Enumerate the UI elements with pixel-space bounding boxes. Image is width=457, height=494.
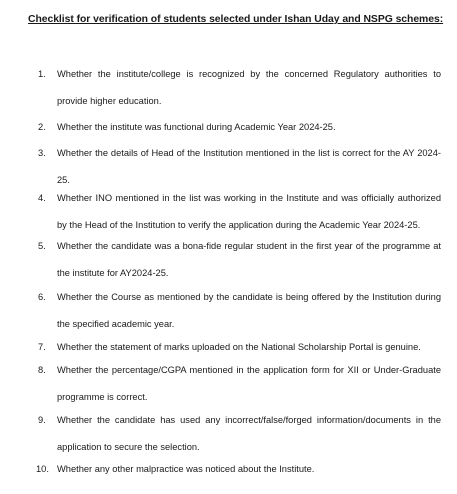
item-number: 8. xyxy=(38,365,46,375)
item-text: Whether the details of Head of the Institution mentioned in the list is correct for the AY 2024-25. xyxy=(57,148,441,185)
item-text: Whether the statement of marks uploaded on the National Scholarship Portal is genuine. xyxy=(57,342,421,352)
item-number: 2. xyxy=(38,122,46,132)
item-text: Whether any other malpractice was noticed about the Institute. xyxy=(57,464,315,474)
item-text: Whether INO mentioned in the list was working in the Institute and was officially authorized by the Head of the Institution to verify the application during the Academic Year 2024-25. xyxy=(57,193,441,230)
list-item xyxy=(38,114,441,141)
item-text: Whether the Course as mentioned by the candidate is being offered by the Institution during the specified academic year. xyxy=(57,292,441,329)
item-text: Whether the institute was functional during Academic Year 2024-25. xyxy=(57,122,336,132)
page-title: Checklist for verification of students selected under Ishan Uday and NSPG schemes: xyxy=(28,14,444,25)
item-number: 1. xyxy=(38,69,46,79)
item-text: Whether the candidate was a bona-fide regular student in the first year of the programme at the institute for AY2024-25. xyxy=(57,241,441,278)
item-number: 9. xyxy=(38,415,46,425)
list-item xyxy=(38,61,441,114)
item-number: 5. xyxy=(38,241,46,251)
list-item xyxy=(38,233,441,286)
item-number: 7. xyxy=(38,342,46,352)
item-text: Whether the candidate has used any incorrect/false/forged information/documents in the application to secure the selection. xyxy=(57,415,441,452)
item-number: 3. xyxy=(38,148,46,158)
list-item xyxy=(38,456,441,483)
item-number: 6. xyxy=(38,292,46,302)
list-item xyxy=(38,284,441,337)
list-item xyxy=(38,407,441,460)
item-text: Whether the percentage/CGPA mentioned in the application form for XII or Under-Graduate programme is correct. xyxy=(57,365,441,402)
list-item xyxy=(38,357,441,410)
item-text: Whether the institute/college is recognized by the concerned Regulatory authorities to provide higher education. xyxy=(57,69,441,106)
list-item xyxy=(38,185,441,238)
item-number: 4. xyxy=(38,193,46,203)
item-number: 10. xyxy=(36,464,49,474)
